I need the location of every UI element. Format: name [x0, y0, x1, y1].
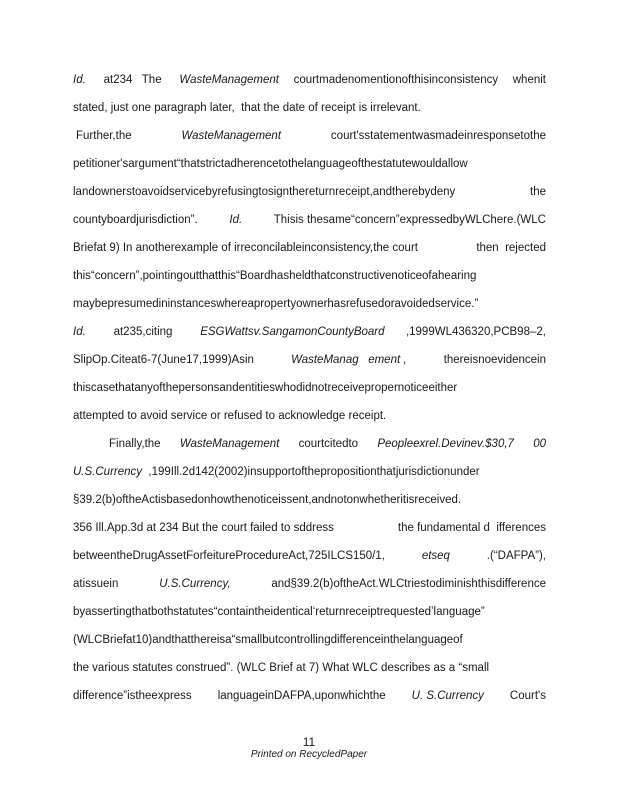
text-line [76, 129, 546, 143]
text-line [73, 465, 546, 479]
text-line [73, 213, 546, 227]
text-segment: Further,the [76, 130, 132, 142]
text-segment: this“concern”,pointingoutthatthis“Boardhasheldthatconstructivenoticeofahearing [73, 270, 477, 282]
italic-citation: Id. [73, 74, 86, 86]
text-line [73, 185, 546, 199]
text-segment: whenit [512, 74, 546, 86]
text-line [73, 157, 546, 171]
text-segment: Finally,the [109, 438, 161, 450]
text-segment: and§39.2(b)oftheAct.WLCtriestodiminishthisdifference [271, 578, 546, 590]
text-line [73, 101, 546, 115]
text-segment: countyboardjurisdiction”. [73, 214, 201, 226]
text-line [73, 325, 546, 339]
text-line [73, 577, 546, 591]
italic-citation: WasteManag ement , [291, 354, 407, 366]
text-segment: 356 Ill.App.3d at 234 But the court failed to sddress [73, 522, 334, 534]
text-segment: landownerstoavoidservicebyrefusingtosignthereturnreceipt,andtherebydeny [73, 186, 456, 198]
text-segment: atissuein [73, 578, 119, 590]
text-segment: Thisis thesame“concern”expressedbyWLChere.(WLC [270, 214, 546, 226]
text-line [73, 241, 546, 255]
italic-citation: Id. [229, 214, 243, 226]
text-segment: betweentheDrugAssetForfeitureProcedureAct,725ILCS150/1, [73, 550, 385, 562]
text-segment: ,199Ill.2d142(2002)insupportofthepropositionthatjurisdictionunder [142, 466, 480, 478]
text-segment: §39.2(b)oftheActisbasedonhowthenoticeissent,andnotonwhetheritisreceived. [73, 494, 462, 506]
italic-citation: WasteManagement [179, 74, 279, 86]
text-line [73, 353, 546, 367]
text-line [73, 493, 546, 507]
text-segment: difference”istheexpress [73, 690, 192, 702]
text-segment: at235,citing [107, 326, 179, 338]
text-segment: byassertingthatbothstatutes“containtheidentical‘returnreceiptrequested’language” [73, 606, 485, 618]
italic-citation: WasteManagement [181, 130, 282, 142]
italic-citation: ESGWattsv.SangamonCountyBoard [200, 326, 385, 338]
text-segment: the [530, 186, 546, 198]
text-line [73, 269, 546, 283]
italic-citation: etseq [421, 550, 450, 562]
text-segment: stated, just one paragraph later, that the date of receipt is irrelevant. [73, 102, 421, 114]
text-segment: .(“DAFPA”), [486, 550, 546, 562]
text-segment: languageinDAFPA,uponwhichthe [217, 690, 386, 702]
text-line [73, 297, 546, 311]
text-line [73, 381, 546, 395]
text-segment: ,1999WL436320,PCB98–2, [405, 326, 546, 338]
text-segment: courtmadenomentionofthisinconsistency [293, 74, 499, 86]
text-segment: court'sstatementwasmadeinresponsetothe [330, 130, 546, 142]
text-segment: maybepresumedininstanceswhereapropertyownerhasrefusedoravoidedservice.” [73, 298, 479, 310]
text-line [73, 409, 546, 423]
italic-citation: Peopleexrel.Devinev.$30,7 [377, 438, 514, 450]
text-segment: the fundamental d ifferences [397, 522, 546, 534]
text-line [109, 437, 546, 451]
italic-citation: U.S.Currency [73, 466, 143, 478]
italic-citation: Id. [73, 326, 86, 338]
text-segment: attempted to avoid service or refused to acknowledge receipt. [73, 410, 387, 422]
text-line [73, 549, 546, 563]
text-line [73, 689, 546, 703]
text-segment: at234 The [100, 74, 165, 86]
text-segment: thereisnoevidencein [443, 354, 546, 366]
text-line [73, 73, 546, 87]
text-segment: Court's [509, 690, 546, 702]
text-segment: thiscasethatanyofthepersonsandentitieswhodidnotreceivepropernoticeeither [73, 382, 458, 394]
text-line [73, 661, 546, 675]
text-segment: (WLCBriefat10)andthatthereisa“smallbutcontrollingdifferenceinthelanguageof [73, 634, 463, 646]
page-number: 11 [302, 735, 316, 749]
text-segment: Briefat 9) In anotherexample of irreconcilableinconsistency,the court [73, 242, 418, 254]
text-segment: the various statutes construed”. (WLC Brief at 7) What WLC describes as a “small [73, 662, 490, 674]
text-line [73, 521, 546, 535]
italic-citation: 00 [533, 438, 546, 450]
text-segment: then rejected [476, 242, 546, 254]
italic-citation: U. S.Currency [411, 690, 484, 702]
text-segment: courtcitedto [298, 438, 359, 450]
printed-note: Printed on RecycledPaper [250, 749, 368, 760]
text-segment: SlipOp.Citeat6-7(June17,1999)Asin [73, 354, 254, 366]
italic-citation: U.S.Currency, [159, 578, 231, 590]
text-segment: petitioner'sargument“thatstrictadherencetothelanguageofthestatutewouldallow [73, 158, 468, 170]
text-line [73, 605, 546, 619]
italic-citation: WasteManagement [179, 438, 280, 450]
text-line [73, 633, 546, 647]
